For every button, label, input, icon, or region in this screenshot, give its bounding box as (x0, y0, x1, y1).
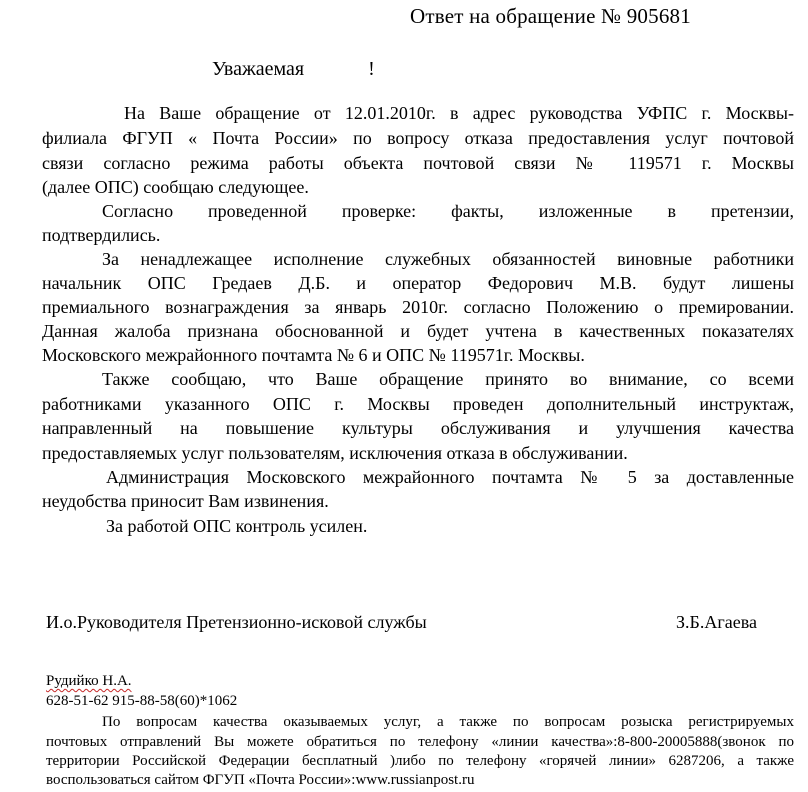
greeting-exclamation: ! (368, 58, 375, 80)
body-line: работниками указанного ОПС г. Москвы проведен дополнительный инструктаж, (42, 394, 794, 414)
footer-line: воспользоваться сайтом ФГУП «Почта России»:www.russianpost.ru (46, 772, 475, 788)
body-line-text: связи согласно режима работы объекта почтовой связи № 119571 г. Москвы (42, 153, 794, 173)
body-line: направленный на повышение культуры обслуживания и улучшения качества (42, 418, 794, 438)
executor-name (46, 672, 132, 691)
body-line: Администрация Московского межрайонного почтамта № 5 за доставленные (106, 467, 794, 487)
body-line: На Ваше обращение от 12.01.2010г. в адрес руководства УФПС г. Москвы- (124, 103, 794, 123)
footer-line: По вопросам качества оказываемых услуг, а также по вопросам розыска регистрируемых (102, 714, 794, 730)
signature-position: И.о.Руководителя Претензионно-исковой службы (46, 612, 427, 632)
body-line: подтвердились. (42, 225, 161, 245)
greeting (212, 58, 375, 81)
body-line: Согласно проведенной проверке: факты, изложенные в претензии, (102, 201, 794, 221)
body-line: премиального вознаграждения за январь 2010г. согласно Положению о премировании. (42, 297, 794, 317)
executor-name-text: Рудийко Н.А. (46, 673, 132, 689)
body-line: неудобства приносит Вам извинения. (42, 491, 329, 511)
body-line: За ненадлежащее исполнение служебных обязанностей виновные работники (102, 249, 794, 269)
greeting-text: Уважаемая (212, 58, 305, 80)
body-line: (далее ОПС) сообщаю следующее. (42, 177, 309, 197)
body-line: филиала ФГУП « Почта России» по вопросу отказа предоставления услуг почтовой (42, 128, 794, 148)
executor-phones: 628-51-62 915-88-58(60)*1062 (46, 693, 238, 709)
body-line: За работой ОПС контроль усилен. (106, 516, 368, 536)
body-line: начальник ОПС Гредаев Д.Б. и оператор Федорович М.В. будут лишены (42, 273, 794, 293)
body-line: Данная жалоба признана обоснованной и будет учтена в качественных показателях (42, 321, 794, 341)
body-line: Московского межрайонного почтамта № 6 и ОПС № 119571г. Москвы. (42, 345, 585, 365)
body-line: предоставляемых услуг пользователям, исключения отказа в обслуживании. (42, 443, 628, 463)
footer-line: почтовых отправлений Вы можете обратиться по телефону «линии качества»:8-800-20005888(звонок по (46, 734, 794, 750)
footer-line: территории Российской Федерации бесплатный )либо по телефону «горячей линии» 6287206, а также (46, 753, 794, 769)
signature-name: З.Б.Агаева (676, 612, 757, 632)
document-title: Ответ на обращение № 905681 (410, 4, 691, 28)
body-line (42, 151, 794, 175)
body-line: Также сообщаю, что Ваше обращение принято во внимание, со всеми (102, 369, 794, 389)
